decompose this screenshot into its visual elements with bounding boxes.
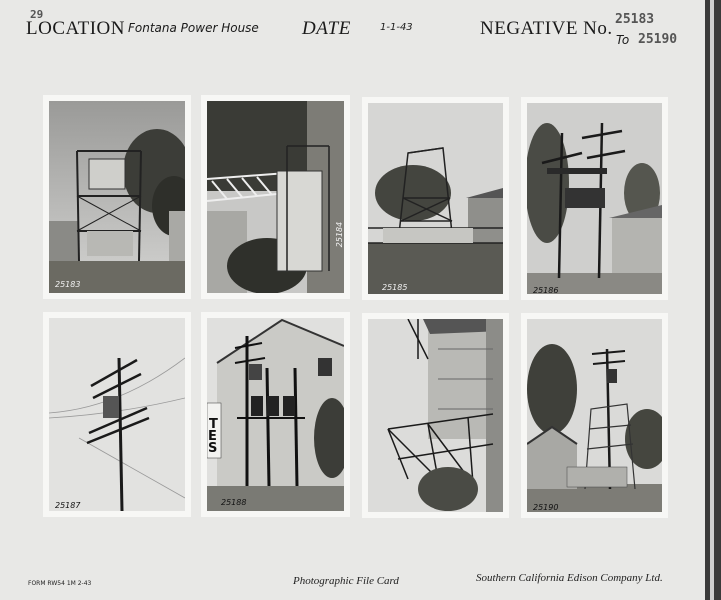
form-code: FORM RW54 1M 2-43 — [28, 580, 92, 587]
photo-image — [207, 318, 344, 511]
photo-number: 25187 — [55, 501, 81, 510]
photo-image — [207, 101, 344, 293]
photo-number: 25185 — [382, 283, 408, 292]
photo-25188 — [201, 312, 350, 517]
photo-number: 25184 — [335, 221, 345, 248]
date-label: DATE — [302, 18, 351, 39]
photo-number: 25188 — [221, 498, 247, 507]
photo-25186 — [521, 97, 668, 300]
negative-to: 25190 — [638, 32, 678, 47]
photo-25183 — [43, 95, 191, 299]
photo-25189 — [362, 313, 509, 518]
photo-25190 — [521, 313, 668, 518]
photo-number: 25186 — [533, 286, 559, 295]
svg-text:E: E — [208, 429, 217, 444]
card-number: 29 — [30, 8, 44, 21]
photo-image — [527, 319, 662, 512]
photo-image — [368, 103, 503, 294]
location-label: LOCATION — [26, 18, 125, 39]
date-value: 1-1-43 — [380, 22, 413, 33]
photo-image — [368, 319, 503, 512]
photo-25184 — [201, 95, 350, 299]
photo-number: 25190 — [533, 503, 559, 512]
photo-number: 25183 — [55, 280, 81, 289]
film-edge — [705, 0, 721, 600]
photo-25185 — [362, 97, 509, 300]
negative-label: NEGATIVE No. — [480, 18, 613, 39]
negative-from: 25183 — [615, 12, 655, 27]
svg-text:T: T — [209, 417, 218, 432]
company-name: Southern California Edison Company Ltd. — [476, 572, 663, 584]
location-value: Fontana Power House — [128, 21, 259, 35]
photo-image — [49, 101, 185, 293]
negative-to-prefix: To — [616, 33, 630, 47]
photo-image — [49, 318, 185, 511]
photo-25187 — [43, 312, 191, 517]
svg-text:S: S — [208, 441, 218, 456]
card-title: Photographic File Card — [293, 575, 399, 587]
photo-image — [527, 103, 662, 294]
